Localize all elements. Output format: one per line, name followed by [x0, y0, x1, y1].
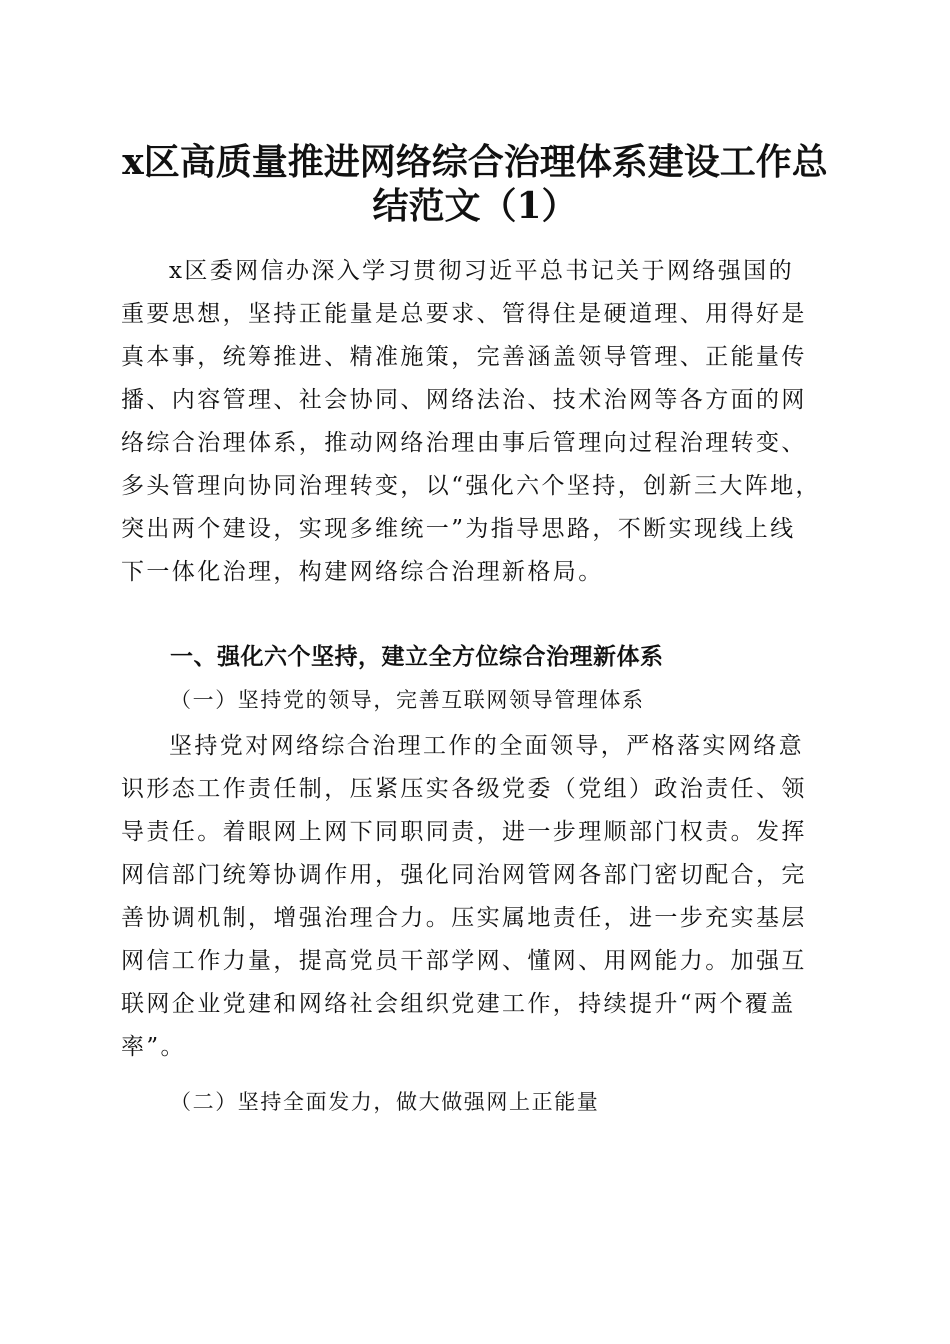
sub1-line-3: 导责任。着眼网上网下同职同责，进一步理顺部门权责。发挥	[121, 819, 807, 845]
sub1-line-8: 率”。	[121, 1034, 186, 1060]
intro-line-1: x区委网信办深入学习贯彻习近平总书记关于网络强国的	[169, 258, 794, 284]
intro-line-6: 多头管理向协同治理转变，以“强化六个坚持，创新三大阵地，	[121, 473, 821, 499]
sub1-line-4: 网信部门统筹协调作用，强化同治网管网各部门密切配合，完	[121, 862, 807, 888]
intro-line-5: 络综合治理体系，推动网络治理由事后管理向过程治理转变、	[121, 430, 807, 456]
intro-line-2: 重要思想，坚持正能量是总要求、管得住是硬道理、用得好是	[121, 301, 807, 327]
subsection-1-paragraph	[121, 725, 833, 1069]
sub1-line-7: 联网企业党建和网络社会组织党建工作，持续提升“两个覆盖	[121, 991, 796, 1017]
sub1-line-6: 网信工作力量，提高党员干部学网、懂网、用网能力。加强互	[121, 948, 807, 974]
intro-line-7: 突出两个建设，实现多维统一”为指导思路，不断实现线上线	[121, 516, 796, 542]
section-heading-1: 一、强化六个坚持，建立全方位综合治理新体系	[170, 644, 664, 670]
intro-line-3: 真本事，统筹推进、精准施策，完善涵盖领导管理、正能量传	[121, 344, 807, 370]
intro-line-8: 下一体化治理，构建网络综合治理新格局。	[121, 559, 604, 585]
sub1-line-5: 善协调机制，增强治理合力。压实属地责任，进一步充实基层	[121, 905, 807, 931]
intro-line-4: 播、内容管理、社会协同、网络法治、技术治网等各方面的网	[121, 387, 807, 413]
intro-paragraph	[121, 250, 833, 594]
subsection-heading-1: （一）坚持党的领导，完善互联网领导管理体系	[170, 688, 645, 712]
sub1-line-2: 识形态工作责任制，压紧压实各级党委（党组）政治责任、领	[121, 776, 807, 802]
title-line-1: x区高质量推进网络综合治理体系建设工作总	[122, 141, 828, 183]
document-title	[0, 140, 950, 228]
sub1-line-1: 坚持党对网络综合治理工作的全面领导，严格落实网络意	[169, 733, 804, 759]
title-line-2: 结范文（1）	[372, 185, 578, 227]
subsection-heading-2: （二）坚持全面发力，做大做强网上正能量	[170, 1090, 600, 1114]
